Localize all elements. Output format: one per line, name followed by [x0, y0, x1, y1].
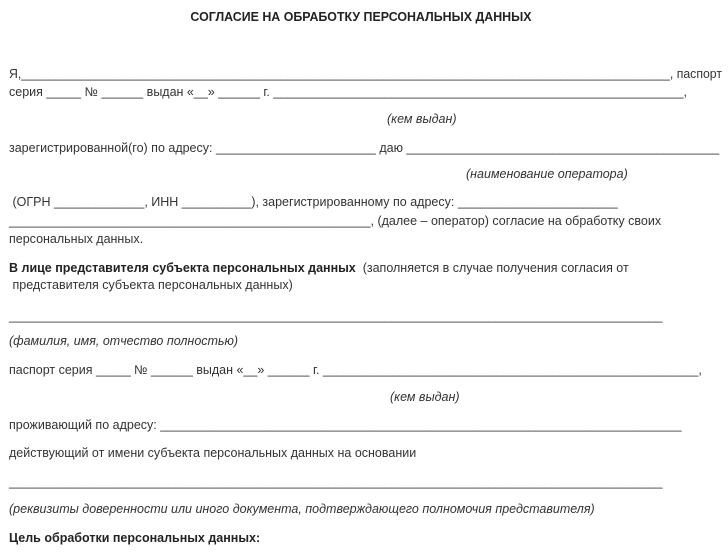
issued-by-caption-2: (кем выдан) — [390, 390, 460, 404]
representative-heading: В лице представителя субъекта персональных данных — [9, 261, 356, 275]
operator-name-caption: (наименование оператора) — [466, 167, 628, 181]
representative-note: (заполняется в случае получения согласия от — [355, 261, 629, 275]
representative-heading-line — [9, 260, 629, 276]
document-title: СОГЛАСИЕ НА ОБРАБОТКУ ПЕРСОНАЛЬНЫХ ДАННЫХ — [190, 10, 532, 24]
subject-name-line: Я,_______________________________________________________________________________________________, паспорт — [9, 67, 722, 81]
representative-passport-line: паспорт серия _____ № ______ выдан «__» ______ г. ______________________________________________________, — [9, 363, 702, 377]
operator-consent-line: ____________________________________________________, (далее – оператор) согласие на обработку своих — [9, 214, 662, 228]
subject-passport-line: серия _____ № ______ выдан «__» ______ г. ___________________________________________________________, — [9, 85, 688, 99]
representative-name-line: ______________________________________________________________________________________________ — [9, 309, 663, 323]
registration-address-line: зарегистрированной(го) по адресу: _______________________ даю _____________________________________________ — [9, 141, 720, 155]
full-name-caption: (фамилия, имя, отчество полностью) — [9, 334, 239, 348]
proxy-document-line: ______________________________________________________________________________________________ — [9, 475, 663, 489]
issued-by-caption: (кем выдан) — [387, 112, 457, 126]
proxy-document-caption: (реквизиты доверенности или иного документа, подтверждающего полномочия представителя) — [9, 502, 595, 516]
processing-purpose-heading: Цель обработки персональных данных: — [9, 531, 261, 545]
representative-address-line: проживающий по адресу: ___________________________________________________________________________ — [9, 418, 682, 432]
personal-data-line: персональных данных. — [9, 232, 144, 246]
representative-note-cont: представителя субъекта персональных данных) — [9, 278, 293, 292]
authority-basis-line: действующий от имени субъекта персональных данных на основании — [9, 446, 417, 460]
operator-ogrn-inn-line: (ОГРН _____________, ИНН __________), зарегистрированному по адресу: _______________________ — [9, 195, 618, 209]
